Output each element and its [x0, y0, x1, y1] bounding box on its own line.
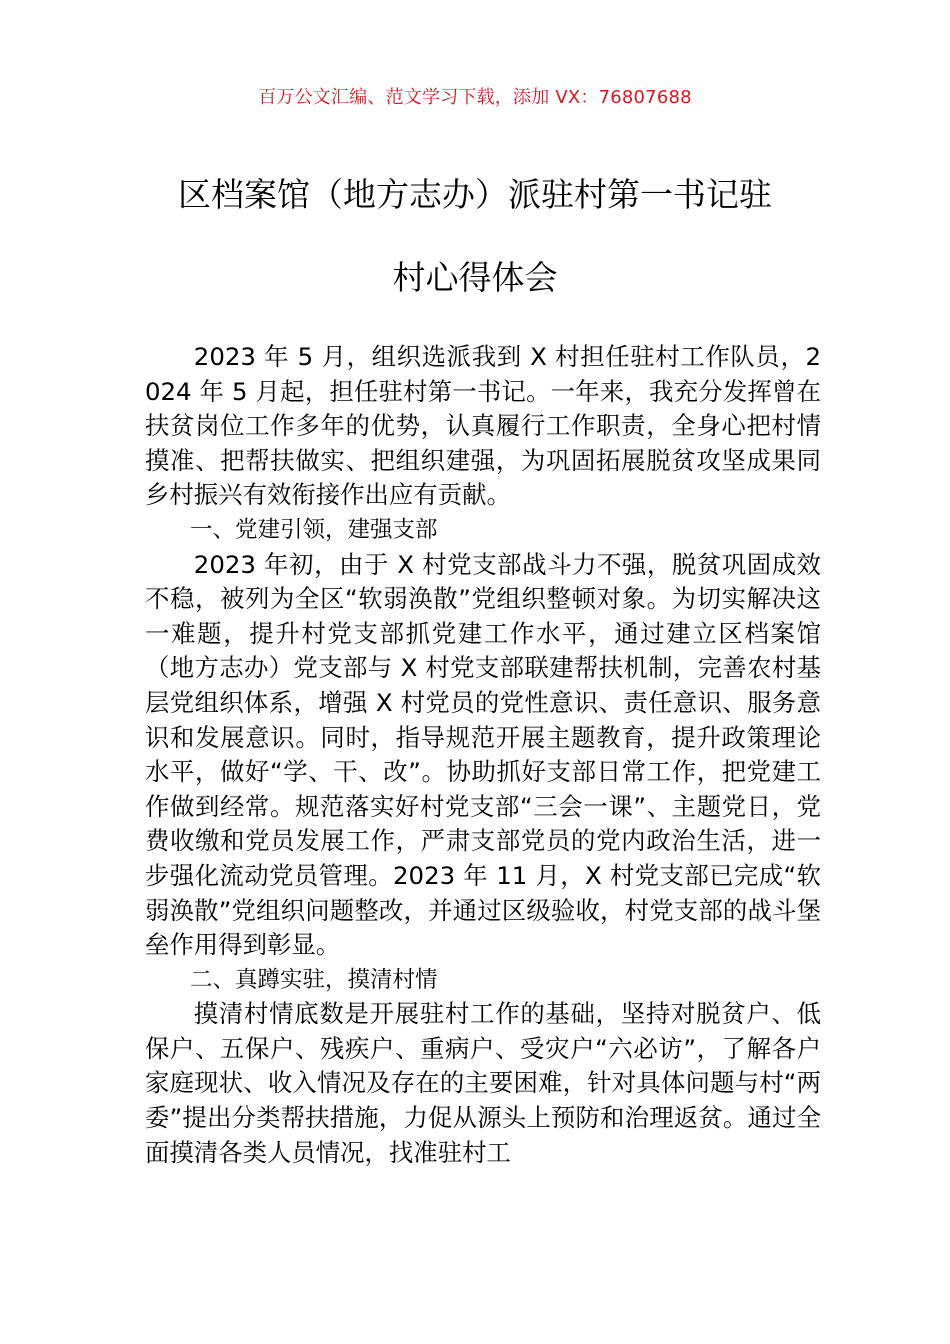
watermark-banner: 百万公文汇编、范文学习下载，添加 VX：76807688 — [258, 87, 692, 108]
paragraph-party-building: 2023 年初，由于 X 村党支部战斗力不强，脱贫巩固成效不稳，被列为全区“软弱涣散”党组织整顿对象。为切实解决这一难题，提升村党支部抓党建工作水平，通过建立区档案馆（地方志办）党支部与 X 村党支部联建帮扶机制，完善农村基层党组织体系，增强 X 村党员的党性意识、责任意识、服务意识和发展意识。同时，指导规范开展主题教育，提升政策理论水平，做好“学、干、改”。协助抓好支部日常工作，把党建工作做到经常。规范落实好村党支部“三会一课”、主题党日，党费收缴和党员发展工作，严肃支部党员的党内政治生活，进一步强化流动党员管理。2023 年 11 月，X 村党支部已完成“软弱涣散”党组织问题整改，并通过区级验收，村党支部的战斗堡垒作用得到彰显。 — [145, 549, 821, 960]
title-line-2: 村心得体会 — [392, 258, 558, 297]
document-title — [0, 176, 950, 297]
section-heading-1: 一、党建引领，建强支部 — [190, 516, 438, 543]
section-heading-2: 二、真蹲实驻，摸清村情 — [190, 966, 438, 993]
paragraph-village-survey: 摸清村情底数是开展驻村工作的基础，坚持对脱贫户、低保户、五保户、残疾户、重病户、受灾户“六必访”，了解各户家庭现状、收入情况及存在的主要困难，针对具体问题与村“两委”提出分类帮扶措施，力促从源头上预防和治理返贫。通过全面摸清各类人员情况，找准驻村工 — [145, 999, 821, 1167]
title-line-1: 区档案馆（地方志办）派驻村第一书记驻 — [178, 175, 772, 214]
document-body — [145, 340, 821, 1170]
paragraph-intro: 2023 年 5 月，组织选派我到 X 村担任驻村工作队员，2024 年 5 月起，担任驻村第一书记。一年来，我充分发挥曾在扶贫岗位工作多年的优势，认真履行工作职责，全身心把村情摸准、把帮扶做实、把组织建强，为巩固拓展脱贫攻坚成果同乡村振兴有效衔接作出应有贡献。 — [145, 342, 821, 510]
